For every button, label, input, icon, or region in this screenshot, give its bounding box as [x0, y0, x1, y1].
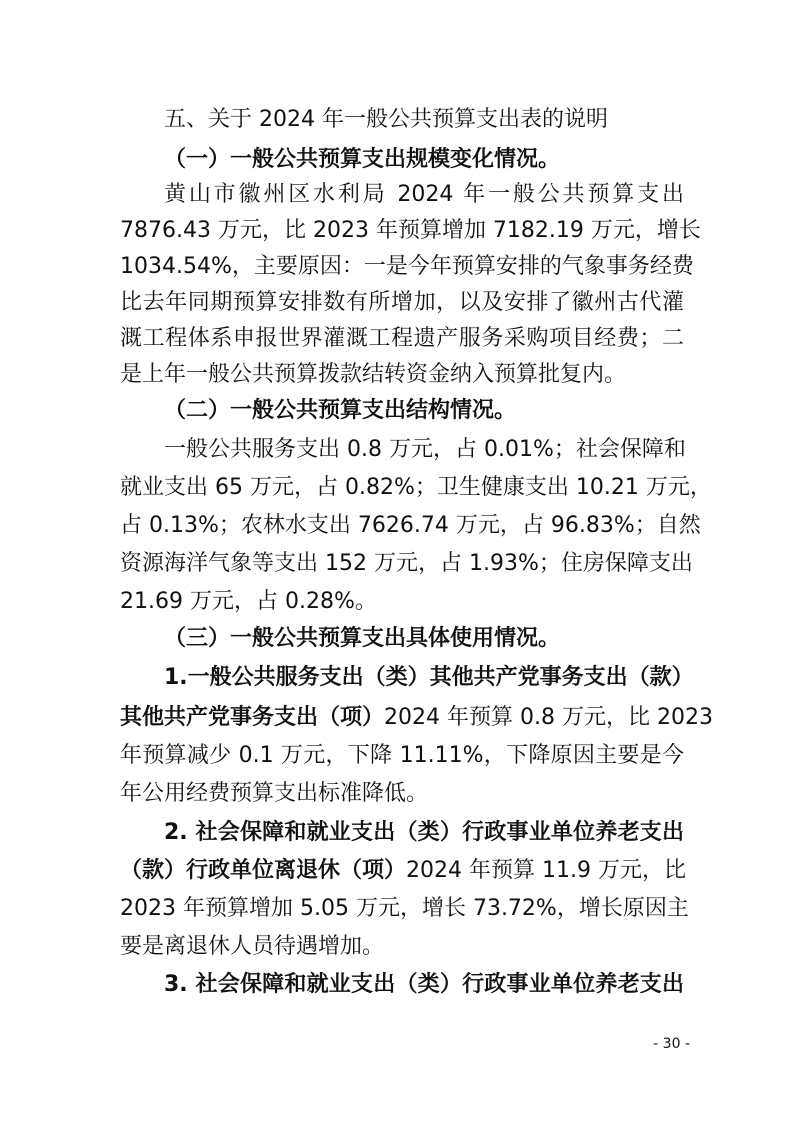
- paragraph-line: 2023 年预算增加 5.05 万元，增长 73.72%，增长原因主: [120, 896, 689, 921]
- paragraph-line: 7876.43 万元，比 2023 年预算增加 7182.19 万元，增长: [120, 218, 701, 243]
- paragraph-line: 黄山市徽州区水利局 2024 年一般公共预算支出: [164, 182, 684, 207]
- paragraph-line: 就业支出 65 万元，占 0.82%；卫生健康支出 10.21 万元，: [120, 475, 712, 500]
- paragraph-line: 年预算减少 0.1 万元，下降 11.11%，下降原因主要是今: [120, 743, 684, 768]
- paragraph-line: 占 0.13%；农林水支出 7626.74 万元，占 96.83%；自然: [120, 513, 701, 538]
- subsection-title-3: （三）一般公共预算支出具体使用情况。: [164, 626, 561, 651]
- paragraph-line: 要是离退休人员待遇增加。: [120, 934, 385, 959]
- paragraph-line: 是上年一般公共预算拨款结转资金纳入预算批复内。: [120, 362, 627, 387]
- item-1-line: [120, 703, 713, 733]
- item-2-heading: 2. 社会保障和就业支出（类）行政事业单位养老支出: [164, 820, 684, 845]
- paragraph-line: 资源海洋气象等支出 152 万元，占 1.93%；住房保障支出: [120, 551, 693, 576]
- item-1-heading: 1.一般公共服务支出（类）其他共产党事务支出（款）: [164, 665, 694, 690]
- paragraph-line: 一般公共服务支出 0.8 万元，占 0.01%；社会保障和: [164, 437, 686, 462]
- item-2-bold-text: （款）行政单位离退休（项）: [120, 858, 407, 883]
- subsection-title-2: （二）一般公共预算支出结构情况。: [164, 398, 517, 423]
- item-2-line: [120, 856, 684, 886]
- item-1-bold-text: 其他共产党事务支出（项）: [120, 705, 385, 730]
- item-1-text: 2024 年预算 0.8 万元，比 2023: [384, 705, 713, 730]
- page-number: - 30 -: [653, 1036, 690, 1052]
- item-2-text: 2024 年预算 11.9 万元，比: [406, 858, 686, 883]
- section-heading: 五、关于 2024 年一般公共预算支出表的说明: [164, 107, 608, 132]
- paragraph-line: 1034.54%，主要原因：一是今年预算安排的气象事务经费: [120, 254, 694, 279]
- paragraph-line: 年公用经费预算支出标准降低。: [120, 781, 429, 806]
- item-3-heading: 3. 社会保障和就业支出（类）行政事业单位养老支出: [164, 972, 684, 997]
- paragraph-line: 21.69 万元，占 0.28%。: [120, 589, 377, 614]
- paragraph-line: 溉工程体系申报世界灌溉工程遗产服务采购项目经费；二: [120, 326, 684, 351]
- paragraph-line: 比去年同期预算安排数有所增加，以及安排了徽州古代灌: [120, 290, 684, 315]
- subsection-title-1: （一）一般公共预算支出规模变化情况。: [164, 147, 561, 172]
